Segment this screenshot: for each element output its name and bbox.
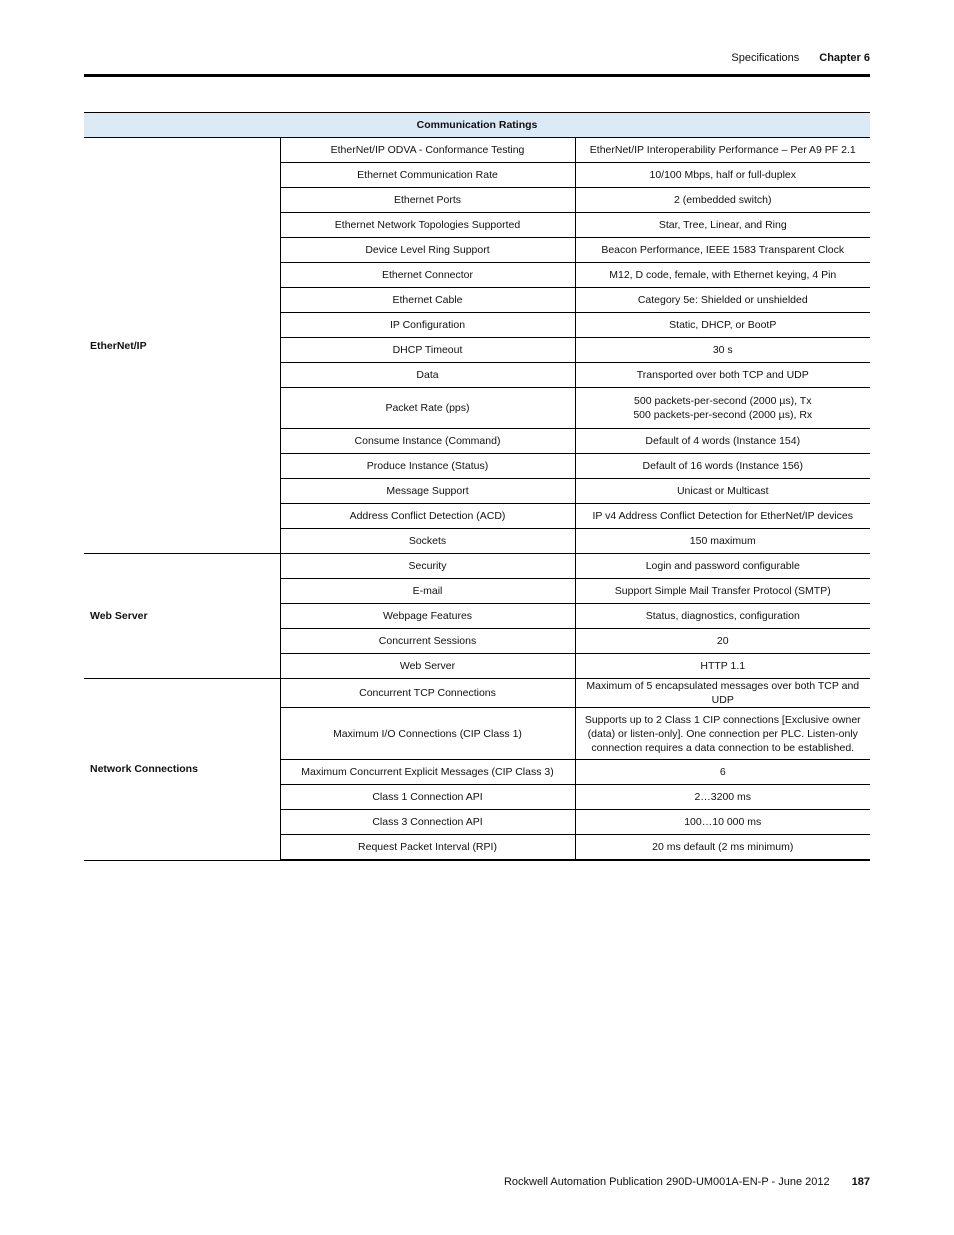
communication-ratings-table [84,112,870,861]
group-web-server [84,554,870,679]
property-cell: Maximum Concurrent Explicit Messages (CIP Class 3) [280,760,575,785]
value-cell: Default of 4 words (Instance 154) [575,429,870,454]
value-cell: 2…3200 ms [575,785,870,810]
property-cell: Packet Rate (pps) [280,388,575,429]
header-rule [84,74,870,77]
value-cell: Static, DHCP, or BootP [575,313,870,338]
value-cell: Unicast or Multicast [575,479,870,504]
property-cell: Address Conflict Detection (ACD) [280,504,575,529]
value-cell: 20 [575,629,870,654]
value-cell: 30 s [575,338,870,363]
property-cell: Data [280,363,575,388]
property-cell: E-mail [280,579,575,604]
value-cell: HTTP 1.1 [575,654,870,679]
group-ethernet-ip [84,138,870,554]
value-cell: Support Simple Mail Transfer Protocol (SMTP) [575,579,870,604]
value-line: 500 packets-per-second (2000 µs), Rx [633,409,813,421]
table-row [84,679,870,708]
property-cell: Concurrent Sessions [280,629,575,654]
property-cell: EtherNet/IP ODVA - Conformance Testing [280,138,575,163]
property-cell: Ethernet Cable [280,288,575,313]
property-cell: Maximum I/O Connections (CIP Class 1) [280,708,575,760]
property-cell: Device Level Ring Support [280,238,575,263]
footer-publication: Rockwell Automation Publication 290D-UM001A-EN-P - June 2012 [503,1176,830,1188]
property-cell: Web Server [280,654,575,679]
value-cell: 100…10 000 ms [575,810,870,835]
property-cell: Request Packet Interval (RPI) [280,835,575,861]
property-cell: Produce Instance (Status) [280,454,575,479]
property-cell: Sockets [280,529,575,554]
value-cell: Beacon Performance, IEEE 1583 Transparent Clock [575,238,870,263]
value-cell: 20 ms default (2 ms minimum) [575,835,870,861]
table-title: Communication Ratings [84,113,870,138]
property-cell: Class 3 Connection API [280,810,575,835]
property-cell: Ethernet Ports [280,188,575,213]
property-cell: Concurrent TCP Connections [280,679,575,708]
page-header [731,52,870,64]
value-cell: Default of 16 words (Instance 156) [575,454,870,479]
value-cell: Star, Tree, Linear, and Ring [575,213,870,238]
value-cell: Category 5e: Shielded or unshielded [575,288,870,313]
property-cell: Ethernet Connector [280,263,575,288]
table-title-row [84,113,870,138]
group-network-connections [84,679,870,861]
table-row [84,138,870,163]
value-cell: IP v4 Address Conflict Detection for EtherNet/IP devices [575,504,870,529]
property-cell: IP Configuration [280,313,575,338]
property-cell: Security [280,554,575,579]
group-label-web-server: Web Server [84,554,280,679]
value-cell: Status, diagnostics, configuration [575,604,870,629]
property-cell: Ethernet Communication Rate [280,163,575,188]
group-label-ethernet-ip: EtherNet/IP [84,138,280,554]
value-cell: 6 [575,760,870,785]
group-label-network-connections: Network Connections [84,679,280,861]
value-cell: Login and password configurable [575,554,870,579]
table-row [84,554,870,579]
value-cell: M12, D code, female, with Ethernet keying, 4 Pin [575,263,870,288]
value-cell: 150 maximum [575,529,870,554]
value-cell: 10/100 Mbps, half or full-duplex [575,163,870,188]
property-cell: Class 1 Connection API [280,785,575,810]
property-cell: Message Support [280,479,575,504]
property-cell: Ethernet Network Topologies Supported [280,213,575,238]
value-cell: EtherNet/IP Interoperability Performance – Per A9 PF 2.1 [575,138,870,163]
value-cell: Maximum of 5 encapsulated messages over both TCP and UDP [575,679,870,708]
value-cell: Transported over both TCP and UDP [575,363,870,388]
header-chapter: Chapter 6 [819,52,870,64]
header-section: Specifications [731,52,800,64]
value-line: 500 packets-per-second (2000 µs), Tx [634,395,812,407]
page-number: 187 [851,1176,870,1188]
property-cell: Webpage Features [280,604,575,629]
property-cell: DHCP Timeout [280,338,575,363]
page-footer [504,1176,870,1188]
value-cell [575,388,870,429]
value-cell: 2 (embedded switch) [575,188,870,213]
property-cell: Consume Instance (Command) [280,429,575,454]
value-cell: Supports up to 2 Class 1 CIP connections [Exclusive owner (data) or listen-only]. One connection per PLC. Listen-only connection requires a data connection to be established. [575,708,870,760]
